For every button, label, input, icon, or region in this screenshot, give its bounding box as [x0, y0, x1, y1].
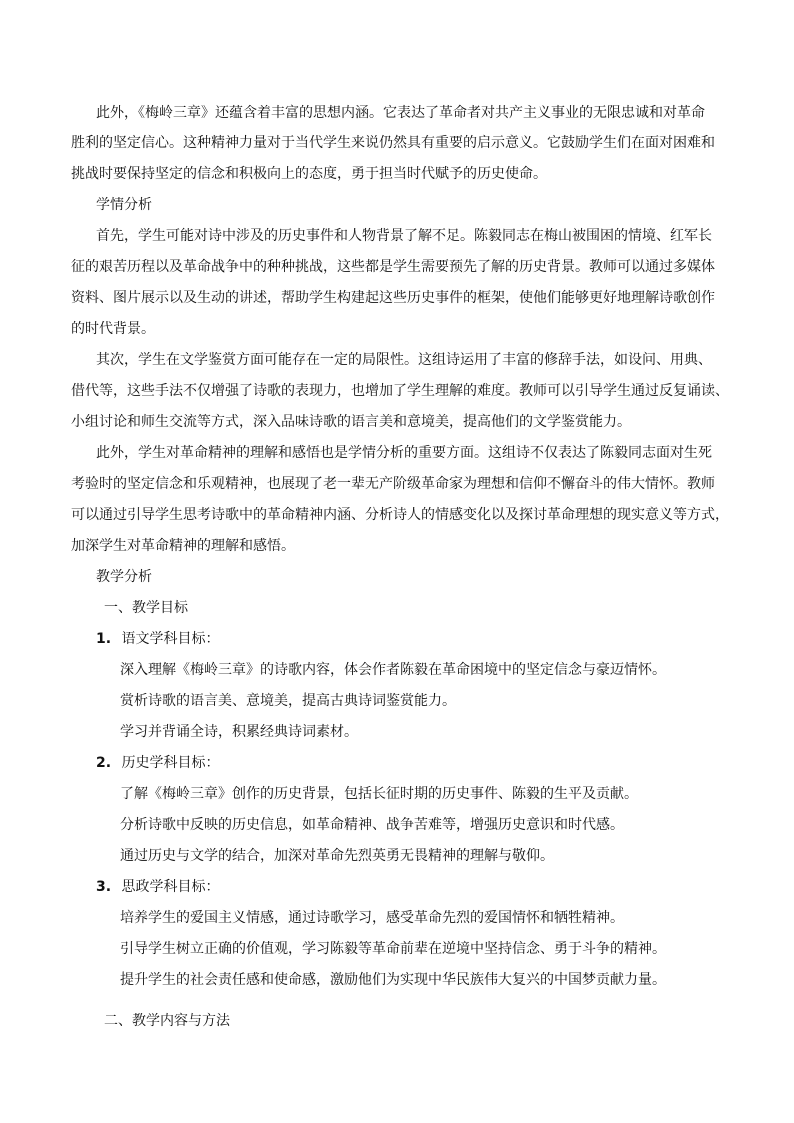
goal-title: 语文学科目标：	[121, 631, 220, 647]
goal-title: 思政学科目标：	[121, 879, 220, 895]
paragraph-line: 可以通过引导学生思考诗歌中的革命精神内涵、分析诗人的情感变化以及探讨革命理想的现实意义等方式，	[71, 507, 729, 523]
goal-item: 提升学生的社会责任感和使命感，激励他们为实现中华民族伟大复兴的中国梦贡献力量。	[120, 972, 666, 988]
goal-item: 通过历史与文学的结合，加深对革命先烈英勇无畏精神的理解与敬仰。	[120, 848, 554, 864]
goal-item: 了解《梅岭三章》创作的历史背景，包括长征时期的历史事件、陈毅的生平及贡献。	[120, 786, 638, 802]
paragraph-line: 胜利的坚定信心。这种精神力量对于当代学生来说仍然具有重要的启示意义。它鼓励学生们在面对困难和	[71, 135, 715, 151]
goal-item: 赏析诗歌的语言美、意境美，提高古典诗词鉴赏能力。	[120, 693, 456, 709]
paragraph-line: 小组讨论和师生交流等方式，深入品味诗歌的语言美和意境美，提高他们的文学鉴赏能力。	[71, 414, 631, 430]
section-heading-xueqing: 学情分析	[96, 197, 152, 213]
goal-item: 分析诗歌中反映的历史信息，如革命精神、战争苦难等，增强历史意识和时代感。	[120, 817, 624, 833]
subsection-heading-content: 二、教学内容与方法	[104, 1013, 230, 1029]
section-heading-jiaoxue: 教学分析	[96, 569, 152, 585]
goal-heading	[96, 877, 220, 897]
paragraph-line: 考验时的坚定信念和乐观精神，也展现了老一辈无产阶级革命家为理想和信仰不懈奋斗的伟大情怀。教师	[71, 476, 715, 492]
goal-item: 学习并背诵全诗，积累经典诗词素材。	[120, 724, 358, 740]
paragraph-line: 此外，《梅岭三章》还蕴含着丰富的思想内涵。它表达了革命者对共产主义事业的无限忠诚和对革命	[96, 105, 705, 121]
paragraph-line: 的时代背景。	[71, 321, 155, 337]
paragraph-line: 其次，学生在文学鉴赏方面可能存在一定的局限性。这组诗运用了丰富的修辞手法，如设问、用典、	[96, 352, 712, 368]
goal-item: 引导学生树立正确的价值观，学习陈毅等革命前辈在逆境中坚持信念、勇于斗争的精神。	[120, 941, 666, 957]
paragraph-line: 征的艰苦历程以及革命战争中的种种挑战，这些都是学生需要预先了解的历史背景。教师可以通过多媒体	[71, 259, 715, 275]
goal-item: 培养学生的爱国主义情感，通过诗歌学习，感受革命先烈的爱国情怀和牺牲精神。	[120, 910, 624, 926]
paragraph-line: 此外，学生对革命精神的理解和感悟也是学情分析的重要方面。这组诗不仅表达了陈毅同志面对生死	[96, 445, 712, 461]
paragraph-line: 加深学生对革命精神的理解和感悟。	[71, 538, 295, 554]
goal-title: 历史学科目标：	[121, 755, 220, 771]
goal-heading	[96, 753, 220, 773]
paragraph-line: 借代等，这些手法不仅增强了诗歌的表现力，也增加了学生理解的难度。教师可以引导学生通过反复诵读、	[71, 383, 729, 399]
goal-number: 2.	[96, 755, 112, 771]
goal-item: 深入理解《梅岭三章》的诗歌内容，体会作者陈毅在革命困境中的坚定信念与豪迈情怀。	[120, 662, 666, 678]
paragraph-line: 首先，学生可能对诗中涉及的历史事件和人物背景了解不足。陈毅同志在梅山被围困的情境、红军长	[96, 228, 712, 244]
goal-heading	[96, 629, 220, 649]
paragraph-line: 挑战时要保持坚定的信念和积极向上的态度，勇于担当时代赋予的历史使命。	[71, 166, 547, 182]
paragraph-line: 资料、图片展示以及生动的讲述，帮助学生构建起这些历史事件的框架，使他们能够更好地理解诗歌创作	[71, 290, 715, 306]
subsection-heading-goals: 一、教学目标	[104, 600, 188, 616]
goal-number: 3.	[96, 879, 112, 895]
goal-number: 1.	[96, 631, 112, 647]
